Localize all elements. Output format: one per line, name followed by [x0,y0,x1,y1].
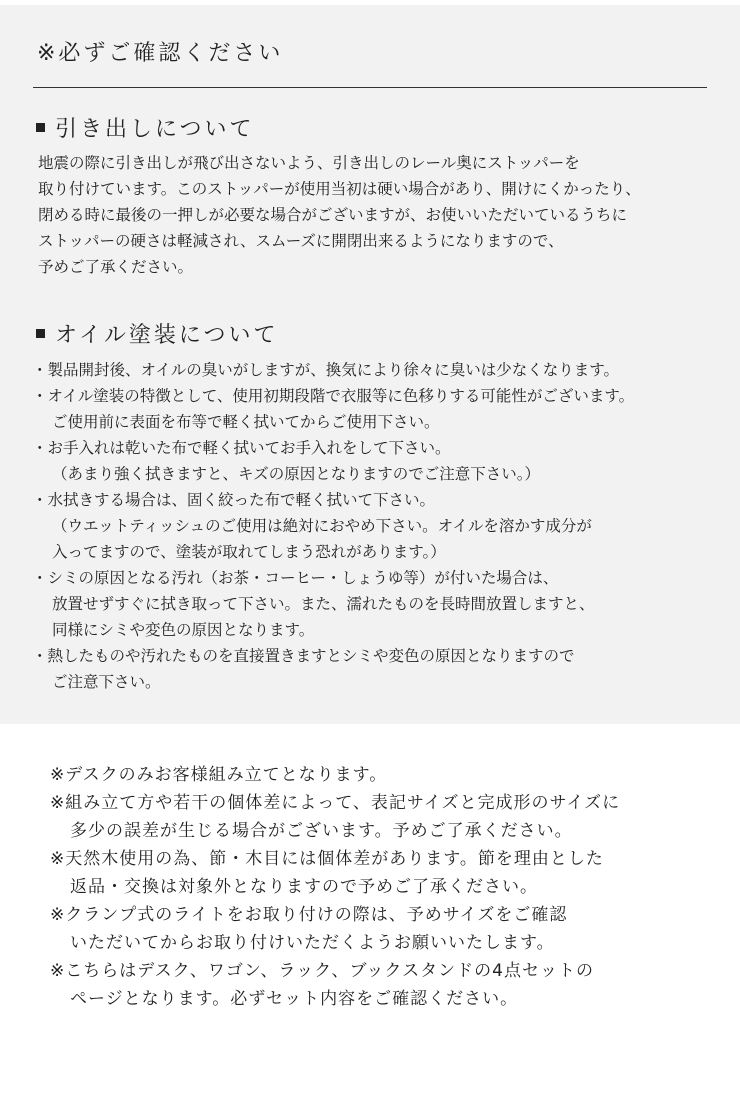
list-item-continuation: 放置せずすぐに拭き取って下さい。また、濡れたものを長時間放置しますと、 [52,595,595,613]
note-continuation: いただいてからお取り付けいただくようお願いいたします。 [70,933,555,953]
paragraph-line: ストッパーの硬さは軽減され、スムーズに開閉出来るようになりますので、 [38,232,564,250]
paragraph-line: 取り付けています。このストッパーが使用当初は硬い場合があり、開けにくかったり、 [38,180,641,198]
list-item-continuation: 入ってますので、塗装が取れてしまう恐れがあります。） [52,543,446,561]
list-item: ・製品開封後、オイルの臭いがしますが、換気により徐々に臭いは少なくなります。 [32,361,619,379]
oil-title-text: オイル塗装について [55,323,279,348]
list-item-continuation: 同様にシミや変色の原因となります。 [52,621,315,639]
note-line: ※クランプ式のライトをお取り付けの際は、予めサイズをご確認 [50,905,568,925]
list-item: ・水拭きする場合は、固く絞った布で軽く拭いて下さい。 [32,491,436,509]
list-item-continuation: ご注意下さい。 [52,673,161,691]
note-line: ※デスクのみお客様組み立てとなります。 [50,765,388,785]
list-item: ・熱したものや汚れたものを直接置きますとシミや変色の原因となりますので [32,647,575,665]
square-bullet-icon [36,123,45,132]
note-continuation: ページとなります。必ずセット内容をご確認ください。 [70,989,519,1009]
list-item-continuation: （あまり強く拭きますと、キズの原因となりますのでご注意下さい。） [52,465,540,483]
note-continuation: 多少の誤差が生じる場合がございます。予めご了承ください。 [70,821,573,841]
note-continuation: 返品・交換は対象外となりますので予めご了承ください。 [70,877,538,897]
paragraph-line: 閉める時に最後の一押しが必要な場合がございますが、お使いいただいているうちに [38,206,628,224]
drawer-title-text: 引き出しについて [55,117,255,142]
divider [33,87,707,88]
confirm-heading: ※必ずご確認ください [37,41,284,66]
list-item-continuation: （ウエットティッシュのご使用は絶対におやめ下さい。オイルを溶かす成分が [52,517,592,535]
list-item: ・お手入れは乾いた布で軽く拭いてお手入れをして下さい。 [32,439,451,457]
paragraph-line: 予めご了承ください。 [38,258,194,276]
list-item: ・オイル塗装の特徴として、使用初期段階で衣服等に色移りする可能性がございます。 [32,387,635,405]
list-item-continuation: ご使用前に表面を布等で軽く拭いてからご使用下さい。 [52,413,440,431]
paragraph-line: 地震の際に引き出しが飛び出さないよう、引き出しのレール奥にストッパーを [38,154,580,172]
note-line: ※組み立て方や若干の個体差によって、表記サイズと完成形のサイズに [50,793,621,813]
list-item: ・シミの原因となる汚れ（お茶・コーヒー・しょうゆ等）が付いた場合は、 [32,569,559,587]
notes-list [50,761,620,1013]
drawer-section-title [36,112,255,143]
oil-bullet-list [32,357,634,695]
square-bullet-icon [36,329,45,338]
oil-section-title [36,318,278,349]
drawer-paragraph [38,150,641,280]
note-line: ※こちらはデスク、ワゴン、ラック、ブックスタンドの4点セットの [50,961,594,981]
note-line: ※天然木使用の為、節・木目には個体差があります。節を理由とした [50,849,604,869]
